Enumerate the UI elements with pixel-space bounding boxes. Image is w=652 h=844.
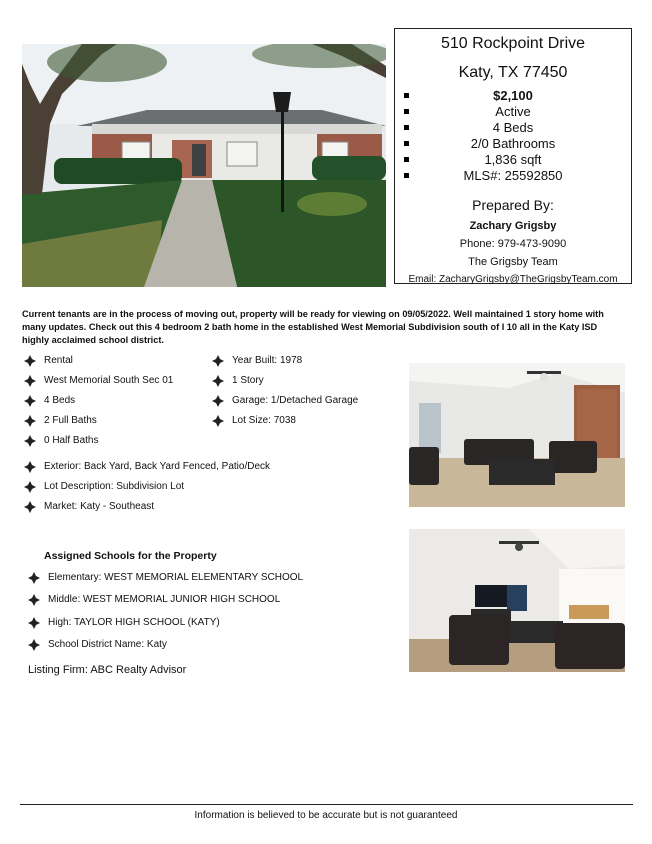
schools-list — [26, 571, 303, 660]
summary-item-price: $2,100 — [395, 88, 631, 104]
features-list-primary — [22, 354, 173, 454]
diamond-bullet-icon — [24, 481, 36, 493]
diamond-bullet-icon — [212, 395, 224, 407]
agent-name: Zachary Grigsby — [469, 220, 557, 232]
list-item: Year Built: 1978 — [210, 354, 358, 374]
bullet-square-icon — [404, 93, 409, 98]
bullet-square-icon — [404, 125, 409, 130]
list-item: 4 Beds — [22, 394, 173, 414]
diamond-bullet-icon — [24, 355, 36, 367]
address-line1: 510 Rockpoint Drive — [440, 35, 586, 52]
diamond-bullet-icon — [24, 395, 36, 407]
diamond-bullet-icon — [28, 572, 40, 584]
footer-disclaimer: Information is believed to be accurate but is not guaranteed — [194, 810, 458, 821]
property-description: Current tenants are in the process of moving out, property will be ready for viewing on 09/05/2022. Well maintained 1 story home with many updates. Check out this 4 bedroom 2 bath home in the established West Memorial Subdivision south of I 10 all in the Katy ISD highly acclaimed school district. — [22, 309, 604, 345]
diamond-bullet-icon — [24, 375, 36, 387]
diamond-bullet-icon — [28, 617, 40, 629]
summary-item-baths: 2/0 Bathrooms — [395, 136, 631, 152]
diamond-bullet-icon — [28, 639, 40, 651]
summary-item-mls: MLS#: 25592850 — [395, 168, 631, 184]
address-line2: Katy, TX 77450 — [458, 64, 568, 81]
diamond-bullet-icon — [24, 435, 36, 447]
diamond-bullet-icon — [212, 375, 224, 387]
agent-team: The Grigsby Team — [468, 256, 558, 268]
list-item: Elementary: WEST MEMORIAL ELEMENTARY SCHOOL — [26, 571, 303, 593]
list-item: Lot Size: 7038 — [210, 414, 358, 434]
summary-item-status: Active — [395, 104, 631, 120]
listing-firm: Listing Firm: ABC Realty Advisor — [28, 664, 187, 676]
bullet-square-icon — [404, 173, 409, 178]
diamond-bullet-icon — [24, 415, 36, 427]
list-item: Lot Description: Subdivision Lot — [22, 480, 270, 500]
diamond-bullet-icon — [24, 501, 36, 513]
list-item: Market: Katy - Southeast — [22, 500, 270, 520]
schools-heading: Assigned Schools for the Property — [44, 550, 217, 562]
features-list-secondary — [210, 354, 358, 434]
list-item: High: TAYLOR HIGH SCHOOL (KATY) — [26, 616, 303, 638]
summary-item-sqft: 1,836 sqft — [395, 152, 631, 168]
bullet-square-icon — [404, 141, 409, 146]
living-room-photo — [409, 363, 625, 507]
diamond-bullet-icon — [212, 355, 224, 367]
list-item: 0 Half Baths — [22, 434, 173, 454]
list-item: West Memorial South Sec 01 — [22, 374, 173, 394]
agent-phone: Phone: 979-473-9090 — [459, 238, 567, 250]
list-item: Garage: 1/Detached Garage — [210, 394, 358, 414]
diamond-bullet-icon — [28, 594, 40, 606]
list-item: Rental — [22, 354, 173, 374]
bullet-square-icon — [404, 109, 409, 114]
list-item: 1 Story — [210, 374, 358, 394]
summary-item-beds: 4 Beds — [395, 120, 631, 136]
bullet-square-icon — [404, 157, 409, 162]
list-item: Middle: WEST MEMORIAL JUNIOR HIGH SCHOOL — [26, 593, 303, 615]
prepared-by-label: Prepared By: — [472, 197, 554, 213]
list-item: 2 Full Baths — [22, 414, 173, 434]
list-item: School District Name: Katy — [26, 638, 303, 660]
diamond-bullet-icon — [24, 461, 36, 473]
house-exterior-photo — [22, 44, 386, 287]
list-item: Exterior: Back Yard, Back Yard Fenced, Patio/Deck — [22, 460, 270, 480]
footer-divider — [20, 804, 633, 805]
property-summary-box — [394, 28, 632, 284]
family-room-photo — [409, 529, 625, 672]
diamond-bullet-icon — [212, 415, 224, 427]
agent-email: Email: ZacharyGrigsby@TheGrigsbyTeam.com — [408, 274, 618, 285]
features-list-extra — [22, 460, 270, 520]
summary-list — [395, 88, 631, 184]
